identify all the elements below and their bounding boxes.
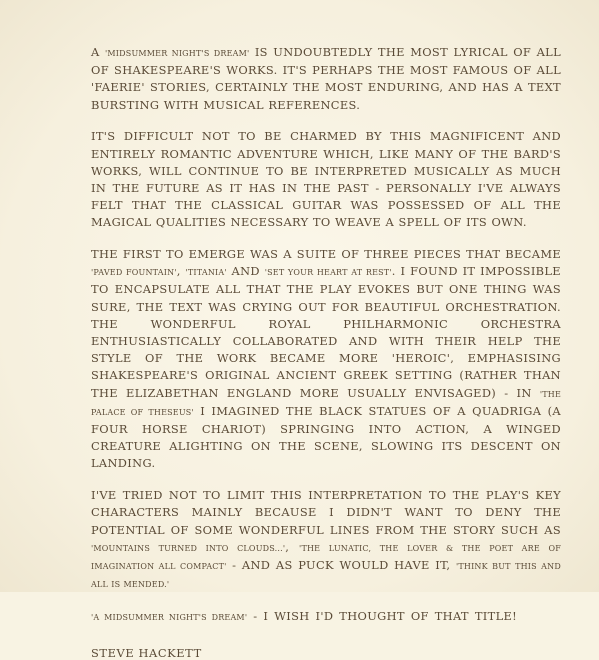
text-segment: IS UNDOUBTEDLY THE MOST LYRICAL OF ALL OF SHAKESPEARE'S WORKS. IT'S PERHAPS THE MOST FAMOUS OF ALL 'FAERIE' STORIES, CERTAINLY THE MOST ENDURING, AND HAS A TEXT BURSTING WITH MUSICAL REFERENCES. <box>91 45 562 112</box>
quoted-title: 'MIDSUMMER NIGHT'S DREAM' <box>105 49 250 58</box>
quoted-title: 'PAVED FOUNTAIN' <box>91 268 177 278</box>
quoted-title: 'TITANIA' <box>185 268 227 278</box>
paragraph-4 <box>91 487 561 593</box>
quoted-title: 'THE PALACE OF THESEUS' <box>91 389 561 417</box>
paragraph-3 <box>91 246 561 473</box>
closing-title-quote: 'A MIDSUMMER NIGHT'S DREAM' <box>91 612 248 622</box>
quoted-title: 'THE LUNATIC, THE LOVER & THE POET ARE OF IMAGINATION ALL COMPACT' <box>91 543 561 571</box>
text-segment: , <box>176 264 186 279</box>
paragraph-2 <box>91 128 561 231</box>
text-segment: A <box>91 45 105 59</box>
quoted-title: 'SET YOUR HEART AT REST' <box>264 268 392 278</box>
liner-notes-text <box>91 44 561 660</box>
quoted-title: 'MOUNTAINS TURNED INTO CLOUDS...' <box>91 543 286 553</box>
text-segment: I'VE TRIED NOT TO LIMIT THIS INTERPRETATION TO THE PLAY'S KEY CHARACTERS MAINLY BECAUSE I DIDN'T WANT TO DENY THE POTENTIAL OF SOME WONDERFUL LINES FROM THE STORY SUCH AS <box>91 488 561 537</box>
text-segment: , <box>285 539 300 554</box>
closing-text: - I WISH I'D THOUGHT OF THAT TITLE! <box>247 608 518 623</box>
text-segment: - AND AS PUCK WOULD HAVE IT, <box>226 557 456 572</box>
text-segment: I IMAGINED THE BLACK STATUES OF A QUADRIGA (A FOUR HORSE CHARIOT) SPRINGING INTO ACTION, A WINGED CREATURE ALIGHTING ON THE SCENE, SLOWING ITS DESCENT ON LANDING. <box>91 403 562 471</box>
quoted-title: 'THINK BUT THIS AND ALL IS MENDED.' <box>91 561 561 590</box>
text-segment: . I FOUND IT IMPOSSIBLE TO ENCAPSULATE ALL THAT THE PLAY EVOKES BUT ONE THING WAS SURE, THE TEXT WAS CRYING OUT FOR BEAUTIFUL ORCHESTRATION. THE WONDERFUL ROYAL PHILHARMONIC ORCHESTRA ENTHUSIASTICALLY COLLABORATED AND WITH THEIR HELP THE STYLE OF THE WORK BECAME MORE 'HEROIC', EMPHASISING SHAKESPEARE'S ORIGINAL ANCIENT GREEK SETTING (RATHER THAN THE ELIZABETHAN ENGLAND MORE USUALLY ENVISAGED) - IN <box>91 264 561 400</box>
text-segment: THE FIRST TO EMERGE WAS A SUITE OF THREE PIECES THAT BECAME <box>91 247 561 262</box>
signature: STEVE HACKETT <box>91 645 202 660</box>
closing-line <box>91 608 561 626</box>
paragraph-1 <box>91 44 561 114</box>
text-segment: IT'S DIFFICULT NOT TO BE CHARMED BY THIS MAGNIFICENT AND ENTIRELY ROMANTIC ADVENTURE WHICH, LIKE MANY OF THE BARD'S WORKS, WILL CONTINUE TO BE INTERPRETED MUSICALLY AS MUCH IN THE FUTURE AS IT HAS IN THE PAST - PERSONALLY I'VE ALWAYS FELT THAT THE CLASSICAL GUITAR WAS POSSESSED OF ALL THE MAGICAL QUALITIES NECESSARY TO WEAVE A SPELL OF ITS OWN. <box>91 129 561 230</box>
text-segment: AND <box>226 264 265 279</box>
